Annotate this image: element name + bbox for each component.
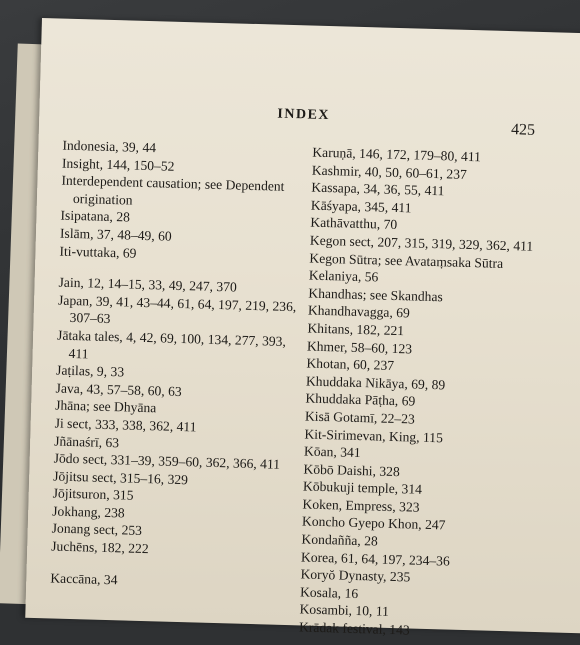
index-entry: Khotan, 60, 237 bbox=[306, 355, 395, 374]
index-entry: Kōbō Daishi, 328 bbox=[303, 461, 400, 479]
index-entry: Kisā Gotamī, 22–23 bbox=[304, 408, 416, 427]
index-entry: Kosambi, 10, 11 bbox=[299, 601, 390, 620]
index-entry: Kōbukuji temple, 314 bbox=[302, 478, 423, 498]
index-entry: Krādak festival, 143 bbox=[298, 619, 410, 638]
index-entry: Insight, 144, 150–52 bbox=[61, 155, 175, 174]
index-entry: Koncho Gyepo Khon, 247 bbox=[301, 513, 446, 533]
index-entry: Kāśyapa, 345, 411 bbox=[310, 197, 412, 216]
index-entry: Kegon Sūtra; see Avataṃsaka Sūtra bbox=[309, 250, 504, 271]
index-entry: Jain, 12, 14–15, 33, 49, 247, 370 bbox=[58, 274, 238, 295]
index-entry: Khuddaka Nikāya, 69, 89 bbox=[305, 373, 446, 393]
index-entry: Jātaka tales, 4, 42, 69, 100, 134, 277, 393, 411 bbox=[56, 327, 287, 361]
book-page bbox=[25, 18, 580, 638]
index-entry: Kōan, 341 bbox=[303, 443, 361, 461]
index-entry: Kathāvatthu, 70 bbox=[310, 214, 398, 233]
index-entry: Kaccāna, 34 bbox=[50, 570, 118, 587]
index-entry: Kit-Sirimevan, King, 115 bbox=[304, 425, 444, 445]
index-entry: Jñānaśrī, 63 bbox=[53, 433, 120, 450]
page-title: INDEX bbox=[277, 106, 331, 124]
index-entry: Kelaniya, 56 bbox=[308, 267, 379, 285]
index-entry: Jaṭilas, 9, 33 bbox=[55, 362, 125, 380]
index-entry: Juchēns, 182, 222 bbox=[51, 538, 149, 557]
index-entry: Jhāna; see Dhyāna bbox=[54, 397, 157, 416]
index-entry: Khmer, 58–60, 123 bbox=[306, 338, 413, 356]
index-entry: Jonang sect, 253 bbox=[51, 520, 143, 539]
index-entry: Koken, Empress, 323 bbox=[302, 496, 420, 515]
index-entry: Kashmir, 40, 50, 60–61, 237 bbox=[311, 162, 468, 182]
index-entry: Java, 43, 57–58, 60, 63 bbox=[55, 380, 182, 399]
index-entry: Khandhas; see Skandhas bbox=[308, 285, 443, 305]
index-entry: Indonesia, 39, 44 bbox=[62, 137, 157, 156]
index-entry: Korea, 61, 64, 197, 234–36 bbox=[300, 549, 450, 569]
index-entry: Khuddaka Pāṭha, 69 bbox=[305, 390, 416, 409]
index-entry: Karuṇā, 146, 172, 179–80, 411 bbox=[312, 144, 482, 165]
index-entry: Kassapa, 34, 36, 55, 411 bbox=[311, 179, 445, 199]
index-entry: Kegon sect, 207, 315, 319, 329, 362, 411 bbox=[309, 232, 534, 254]
index-entry: Kondañña, 28 bbox=[301, 531, 378, 549]
index-entry: Ji sect, 333, 338, 362, 411 bbox=[54, 415, 197, 435]
index-entry: Khitans, 182, 221 bbox=[307, 320, 405, 339]
index-entry: Kosala, 16 bbox=[299, 584, 359, 601]
index-entry: Jōjitsu sect, 315–16, 329 bbox=[53, 468, 189, 487]
index-entry: Islām, 37, 48–49, 60 bbox=[59, 225, 172, 244]
page-header bbox=[39, 100, 580, 140]
index-entry: Khandhavagga, 69 bbox=[307, 302, 411, 321]
index-entry: Jōdo sect, 331–39, 359–60, 362, 366, 411 bbox=[53, 450, 281, 472]
index-entry: Interdependent causation; see Dependent origination bbox=[61, 172, 285, 208]
index-entry: Jokhang, 238 bbox=[52, 503, 125, 521]
index-entry: Japan, 39, 41, 43–44, 61, 64, 197, 219, 236, 307–63 bbox=[57, 292, 297, 327]
index-entry: Iti-vuttaka, 69 bbox=[59, 243, 137, 261]
index-column-right bbox=[299, 144, 580, 645]
page-number: 425 bbox=[510, 121, 536, 139]
index-entry: Jōjitsuron, 315 bbox=[52, 485, 134, 504]
index-entry: Isipatana, 28 bbox=[60, 207, 131, 225]
index-column-left bbox=[50, 137, 310, 594]
index-entry: Koryŏ Dynasty, 235 bbox=[300, 566, 411, 585]
